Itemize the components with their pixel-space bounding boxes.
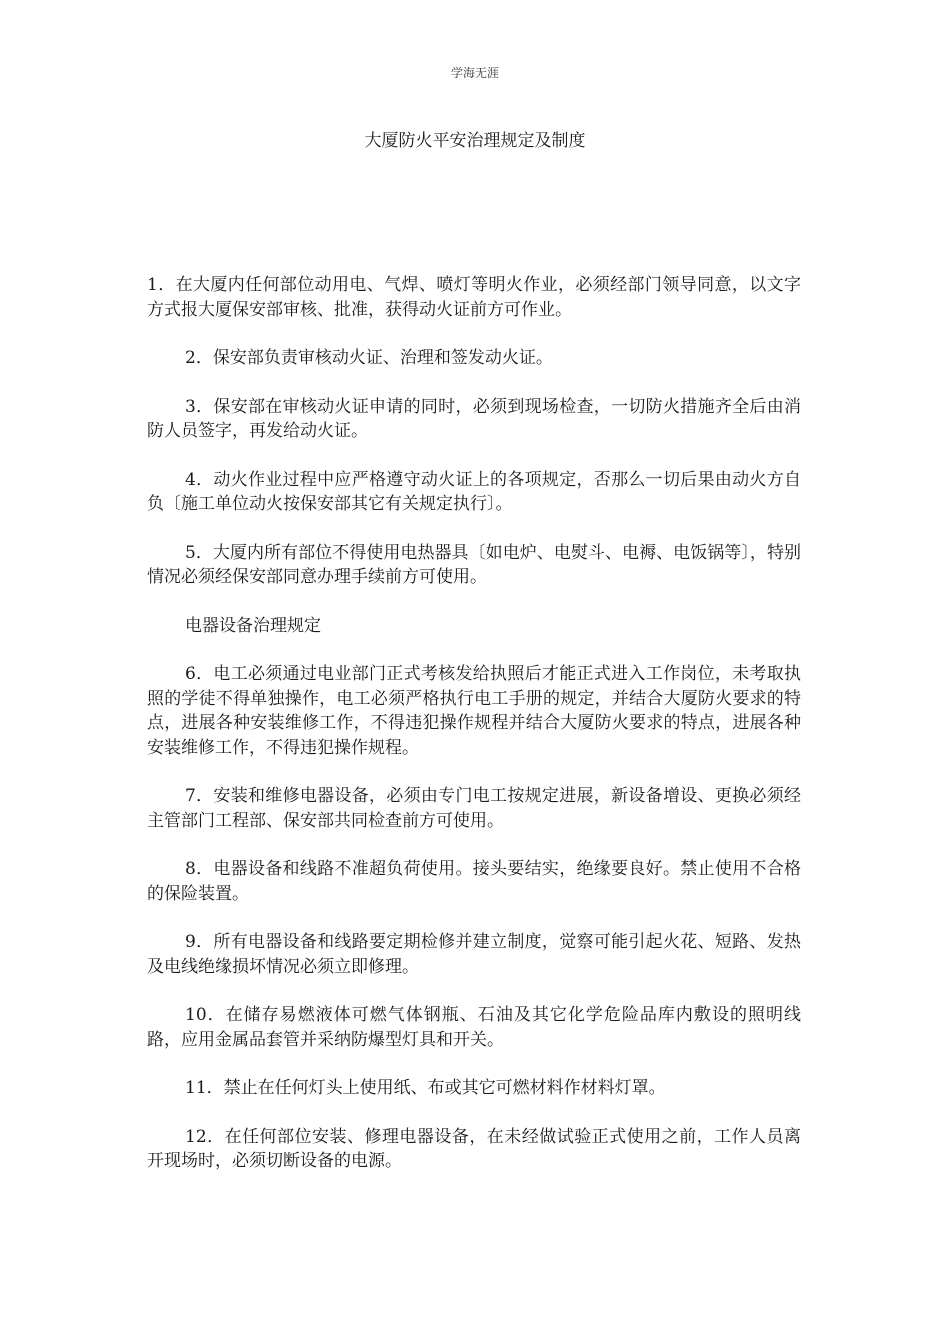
paragraph-rule-8: 8．电器设备和线路不准超负荷使用。接头要结实，绝缘要良好。禁止使用不合格的保险装置。 — [147, 859, 801, 904]
paragraph-rule-4: 4．动火作业过程中应严格遵守动火证上的各项规定，否那么一切后果由动火方自负〔施工单位动火按保安部其它有关规定执行〕。 — [147, 469, 801, 514]
paragraph-rule-12: 12．在任何部位安装、修理电器设备，在未经做试验正式使用之前，工作人员离开现场时，必须切断设备的电源。 — [147, 1126, 801, 1171]
page-header: 学海无涯 — [450, 66, 499, 80]
section-heading: 电器设备治理规定 — [185, 615, 321, 636]
paragraph-rule-11: 11．禁止在任何灯头上使用纸、布或其它可燃材料作材料灯罩。 — [185, 1078, 666, 1098]
document-body — [147, 273, 801, 1198]
paragraph-rule-1: 1．在大厦内任何部位动用电、气焊、喷灯等明火作业，必须经部门领导同意，以文字方式报大厦保安部审核、批准，获得动火证前方可作业。 — [147, 275, 801, 320]
document-title: 大厦防火平安治理规定及制度 — [364, 131, 586, 151]
paragraph-rule-10: 10．在储存易燃液体可燃气体钢瓶、石油及其它化学危险品库内敷设的照明线路，应用金属品套管并采纳防爆型灯具和开关。 — [147, 1005, 801, 1050]
paragraph-rule-2: 2．保安部负责审核动火证、治理和签发动火证。 — [185, 348, 553, 368]
paragraph-rule-7: 7．安装和维修电器设备，必须由专门电工按规定进展，新设备增设、更换必须经主管部门工程部、保安部共同检查前方可使用。 — [147, 786, 801, 831]
paragraph-rule-9: 9．所有电器设备和线路要定期检修并建立制度，觉察可能引起火花、短路、发热及电线绝缘损坏情况必须立即修理。 — [147, 932, 801, 977]
paragraph-rule-3: 3．保安部在审核动火证申请的同时，必须到现场检查，一切防火措施齐全后由消防人员签字，再发给动火证。 — [147, 396, 801, 441]
paragraph-rule-6: 6．电工必须通过电业部门正式考核发给执照后才能正式进入工作岗位，未考取执照的学徒不得单独操作，电工必须严格执行电工手册的规定，并结合大厦防火要求的特点，进展各种安装维修工作，不得违犯操作规程并结合大厦防火要求的特点，进展各种安装维修工作，不得违犯操作规程。 — [147, 664, 801, 758]
paragraph-rule-5: 5．大厦内所有部位不得使用电热器具〔如电炉、电熨斗、电褥、电饭锅等〕，特别情况必须经保安部同意办理手续前方可使用。 — [147, 542, 801, 587]
